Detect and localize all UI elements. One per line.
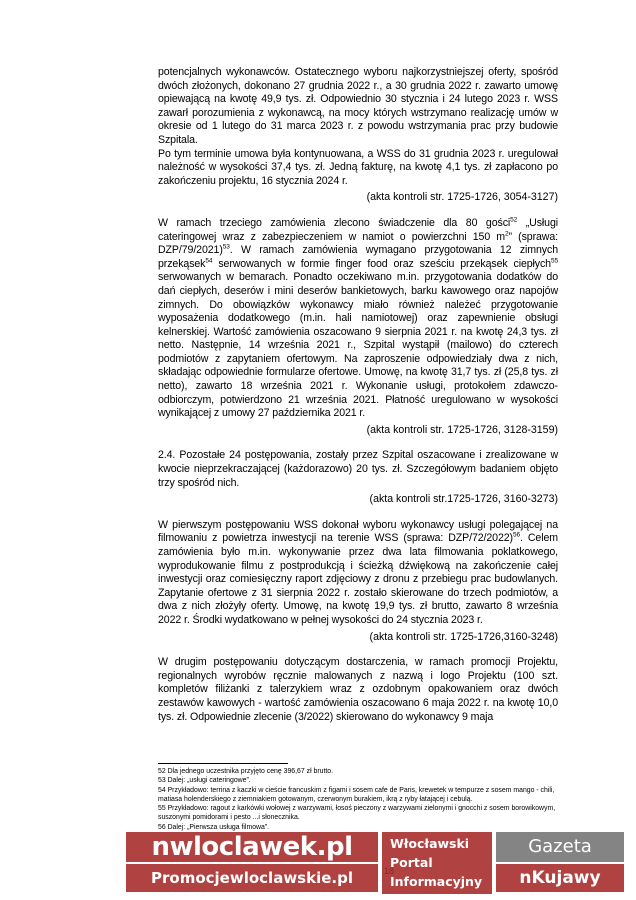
watermark-left	[126, 832, 378, 894]
watermark-right	[496, 832, 624, 894]
footnote: 52 Dla jednego uczestnika przyjęto cenę 396,67 zł brutto.	[158, 768, 334, 775]
audit-reference: (akta kontroli str.1725-1726, 3160-3273)	[369, 493, 558, 506]
footnote-marker: 52	[510, 216, 518, 224]
footnote: 55 Przykładowo: ragout z karkówki wołowej z warzywami, łosoś pieczony z warzywami zielonymi i gnocchi z sosem borowikowym, suszonymi pomidorami i pesto ...i słonecznika.	[158, 805, 556, 822]
audit-reference: (akta kontroli str. 1725-1726,3160-3248)	[369, 630, 558, 643]
footnote: 53 Dalej: „usługi cateringowe”.	[158, 777, 251, 785]
paragraph: Po tym terminie umowa była kontynuowana, a WSS do 31 grudnia 2023 r. uregulował należność w wysokości 37,4 tys. zł. Jedną fakturę, na kwotę 4,1 tys. zł zapłacono po zakończeniu projektu, 16 stycznia 2024 r.	[158, 147, 558, 187]
watermark-portal	[382, 832, 492, 894]
main-text	[158, 66, 558, 724]
paragraph: W pierwszym postępowaniu WSS dokonał wyboru wykonawcy usługi polegającej na filmowaniu z powietrza inwestycji na terenie WSS (sprawa: DZP/72/2022)$^{56}$. Celem zamówienia było m.in. wykonywanie przez dwa lata filmowania poklatkowego, wyprodukowanie filmu z postprodukcją i ścieżką dźwiękową na zakończenie całej inwestycji oraz comiesięczny raport zdjęciowy z dronu z przebiegu prac budowlanych. Zapytanie ofertowe z 31 sierpnia 2022 r. zostało skierowane do trzech podmiotów, a dwa z nich złożyły oferty. Umowę, na kwotę 19,9 tys. zł brutto, zawarto 8 września 2022 r. Środki wydatkowano w pełnej wysokości do 24 stycznia 2023 r.	[158, 518, 558, 626]
footnotes	[158, 767, 558, 832]
watermark-site-name: nwloclawek.pl	[126, 832, 378, 862]
paragraph: 2.4. Pozostałe 24 postępowania, zostały przez Szpital oszacowane i zrealizowane w kwocie nieprzekraczającej (każdorazowo) 20 tys. zł. Szczegółowym badaniem objęto trzy spośród nich.	[158, 449, 558, 489]
watermark-portal-line: Włocławski	[390, 836, 470, 851]
footnote-divider	[158, 763, 288, 764]
footnote-marker: 56	[512, 531, 520, 539]
audit-reference: (akta kontroli str. 1725-1726, 3128-3159)	[366, 423, 558, 436]
footnote: 54 Przykładowo: terrina z kaczki w cieście francuskim z figami i sosem cafe de Paris, krewetek w tempurze z sosem mango - chili, matiasa holenderskiego z ziemniakiem gotowanym, czerwonym burakiem, ikrą z ryby łatającej i cebulą.	[158, 786, 555, 803]
paragraph: potencjalnych wykonawców. Ostatecznego wyboru najkorzystniejszej oferty, spośród dwóch złożonych, dokonano 27 grudnia 2022 r., a 30 grudnia 2022 r. zawarto umowę opiewającą na kwotę 49,9 tys. zł. Odpowiednio 30 stycznia i 24 lutego 2023 r. WSS zawarł porozumienia z wykonawcą, na mocy których wstrzymano realizację umów w okresie od 1 lutego do 31 marca 2023 r. z powodu wstrzymania prac przy budowie Szpitala.	[158, 66, 558, 146]
footnote: 56 Dalej: „Pierwsza usługa filmowa”.	[158, 823, 270, 831]
watermark-portal-line: Portal	[390, 855, 433, 870]
paragraph: W drugim postępowaniu dotyczącym dostarczenia, w ramach promocji Projektu, regionalnych wyrobów ręcznie malowanych z nazwą i logo Projektu (100 szt. kompletów filiżanki z talerzykiem wraz z ozdobnym opakowaniem oraz dwóch zestawów kawowych - wartość zamówienia oszacowano 6 maja 2022 r. na kwotę 10,0 tys. zł. Odpowiednie zlecenie (3/2022) skierowano do wykonawcy 9 maja	[158, 656, 558, 723]
footnote-marker: 53	[222, 243, 230, 251]
watermark-portal-line: Informacyjny	[390, 874, 483, 889]
audit-reference: (akta kontroli str. 1725-1726, 3054-3127)	[366, 191, 558, 204]
watermark-site-name-2: Promocjewloclawskie.pl	[126, 864, 378, 892]
paragraph: W ramach trzeciego zamówienia zlecono świadczenie dla 80 gości$^{52}$ „Usługi cateringowej wraz z zabezpieczeniem w namiot o powierzchni 150 $m^2$” (sprawa: DZP/79/2021)$^{53}$. W ramach zamówienia wymagano przygotowania 12 zimnych przekąsek$^{54}$ serwowanych w formie finger food oraz sześciu przekąsek ciepłych$^{55}$ serwowanych w bemarach. Ponadto oczekiwano m.in. przygotowania dodatków do dań ciepłych, deserów i mini deserów bankietowych, barku kawowego oraz napojów zimnych. Do obowiązków wykonawcy miało również należeć przygotowanie wyposażenia dodatkowego (m.in. hali namiotowej) oraz zapewnienie obsługi kelnerskiej. Wartość zamówienia oszacowano 9 sierpnia 2021 r. na kwotę 24,3 tys. zł netto. Następnie, 14 września 2021 r., Szpital wystąpił (mailowo) do czterech podmiotów z zapytaniem ofertowym. Na zaproszenie odpowiedziały dwa z nich, składając odpowiednie formularze ofertowe. Umowę, na kwotę 31,7 tys. zł (25,8 tys. zł netto), zawarto 18 września 2021 r. Wykonanie usługi, protokołem zdawczo-odbiorczym, potwierdzono 21 września 2021. Płatność uregulowano w wysokości wynikającej z umowy 27 października 2021 r.	[158, 216, 559, 420]
footnote-marker: 55	[550, 257, 558, 265]
watermark-gazeta: Gazeta	[496, 832, 624, 862]
watermark-nkujawy: nKujawy	[496, 864, 624, 892]
footnote-marker: 54	[205, 257, 213, 265]
superscript: 2	[505, 230, 509, 237]
